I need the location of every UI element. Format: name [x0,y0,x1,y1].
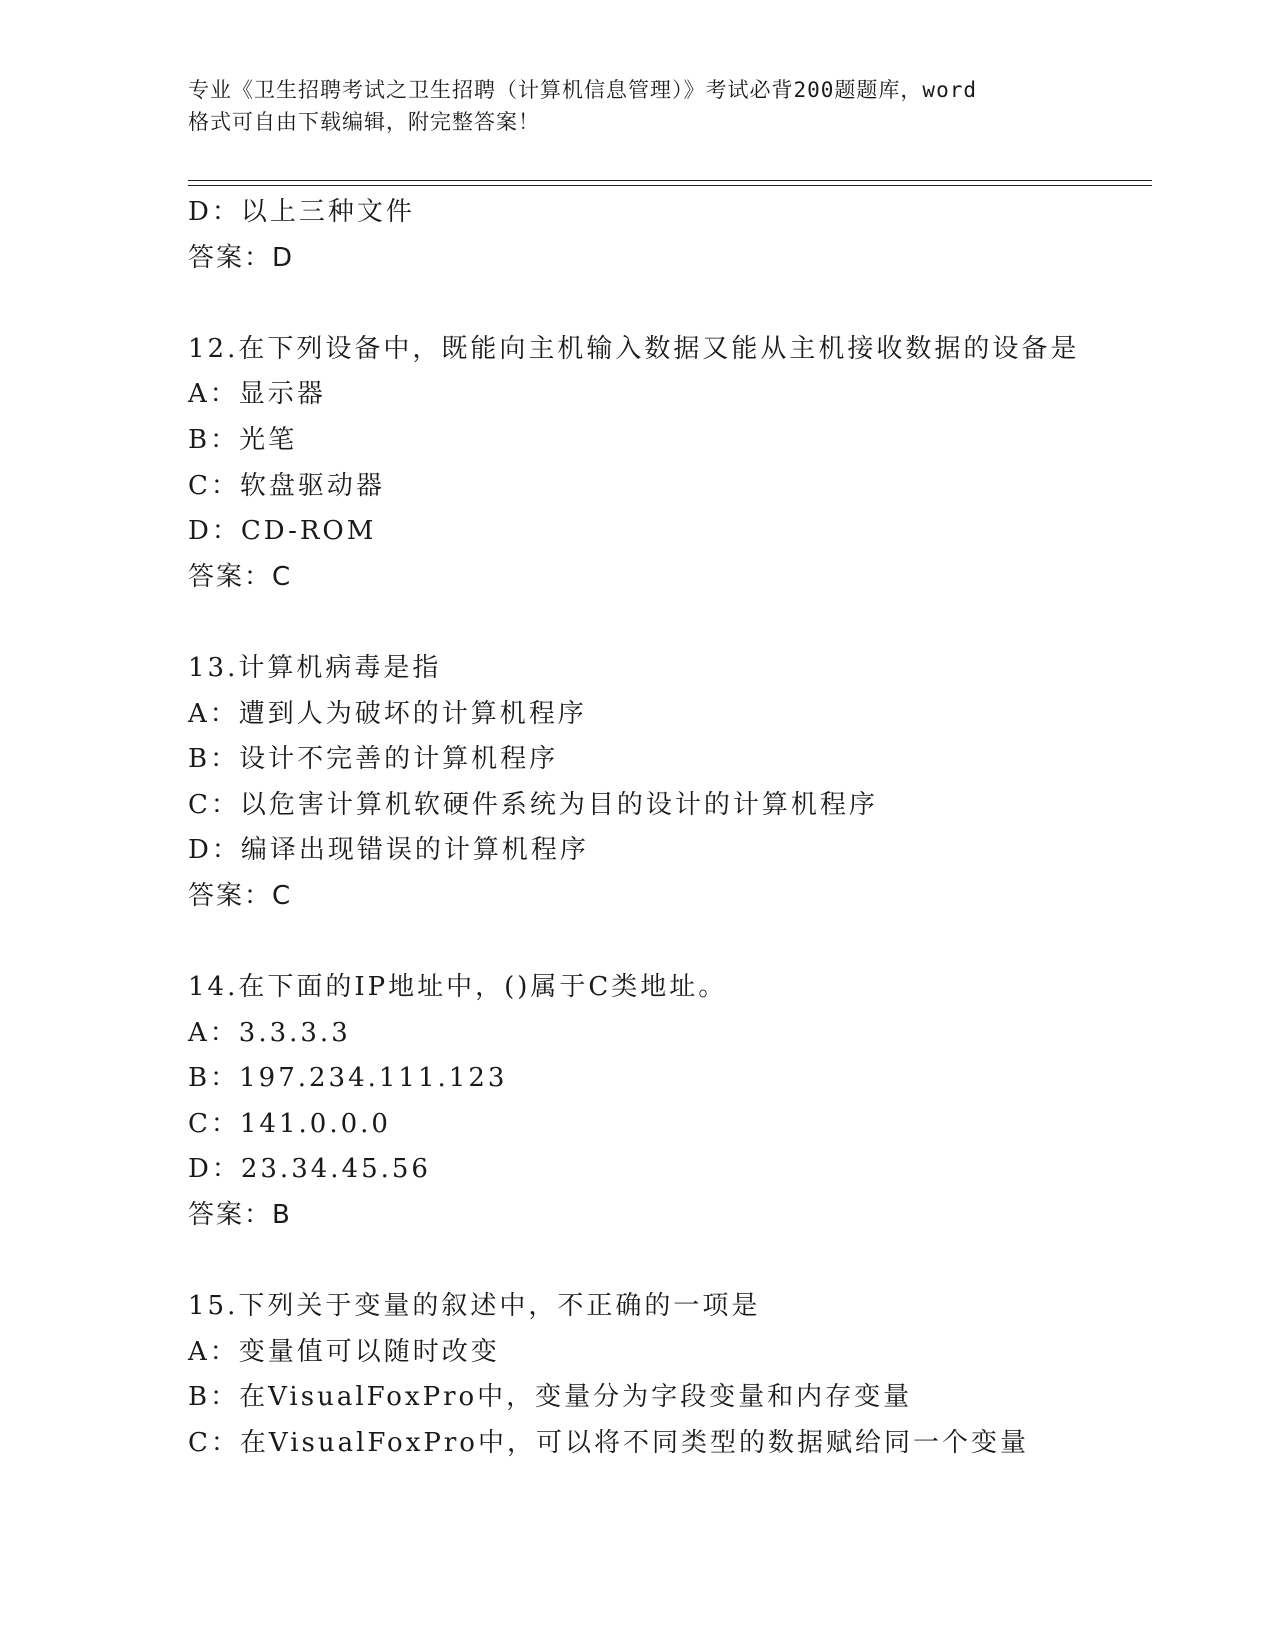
option-a: A：显示器 [188,379,326,410]
header-line-1: 专业《卫生招聘考试之卫生招聘（计算机信息管理）》考试必背200题题库，word [188,78,977,102]
header-divider-bottom [188,185,1152,186]
question-block-14 [188,965,1188,1239]
answer-line: 答案：C [188,561,293,592]
option-d: D：以上三种文件 [188,197,415,227]
option-d: D：CD-ROM [188,516,377,547]
option-d: D：23.34.45.56 [188,1154,431,1185]
option-b: B：在VisualFoxPro中，变量分为字段变量和内存变量 [188,1382,913,1413]
spacer [188,920,1188,966]
question-block-13 [188,646,1188,920]
option-b: B：197.234.111.123 [188,1063,508,1094]
header-line-2: 格式可自由下载编辑，附完整答案！ [188,110,540,134]
question-stem: 15.下列关于变量的叙述中，不正确的一项是 [188,1291,761,1322]
option-a: A：变量值可以随时改变 [188,1336,500,1367]
option-b: B：设计不完善的计算机程序 [188,744,559,775]
spacer [188,600,1188,646]
option-d: D：编译出现错误的计算机程序 [188,835,589,866]
answer-line: 答案：B [188,1200,292,1231]
header-divider-top [188,180,1152,181]
spacer [188,1239,1188,1285]
document-header [188,74,1108,138]
spacer [188,281,1188,327]
option-a: A：3.3.3.3 [188,1017,351,1048]
option-c: C：141.0.0.0 [188,1108,391,1139]
question-block-15 [188,1284,1188,1466]
question-stem: 13.计算机病毒是指 [188,652,442,683]
question-list [188,190,1188,1467]
option-b: B：光笔 [188,424,298,455]
question-block-12 [188,327,1188,601]
option-c: C：在VisualFoxPro中，可以将不同类型的数据赋给同一个变量 [188,1428,1029,1459]
answer-line: 答案：C [188,880,293,911]
answer-line: 答案：D [188,242,295,273]
option-a: A：遭到人为破坏的计算机程序 [188,698,587,729]
option-c: C：以危害计算机软硬件系统为目的设计的计算机程序 [188,789,878,820]
question-stem: 12.在下列设备中，既能向主机输入数据又能从主机接收数据的设备是 [188,333,1080,364]
question-stem: 14.在下面的IP地址中，()属于C类地址。 [188,972,728,1003]
option-c: C：软盘驱动器 [188,470,385,501]
